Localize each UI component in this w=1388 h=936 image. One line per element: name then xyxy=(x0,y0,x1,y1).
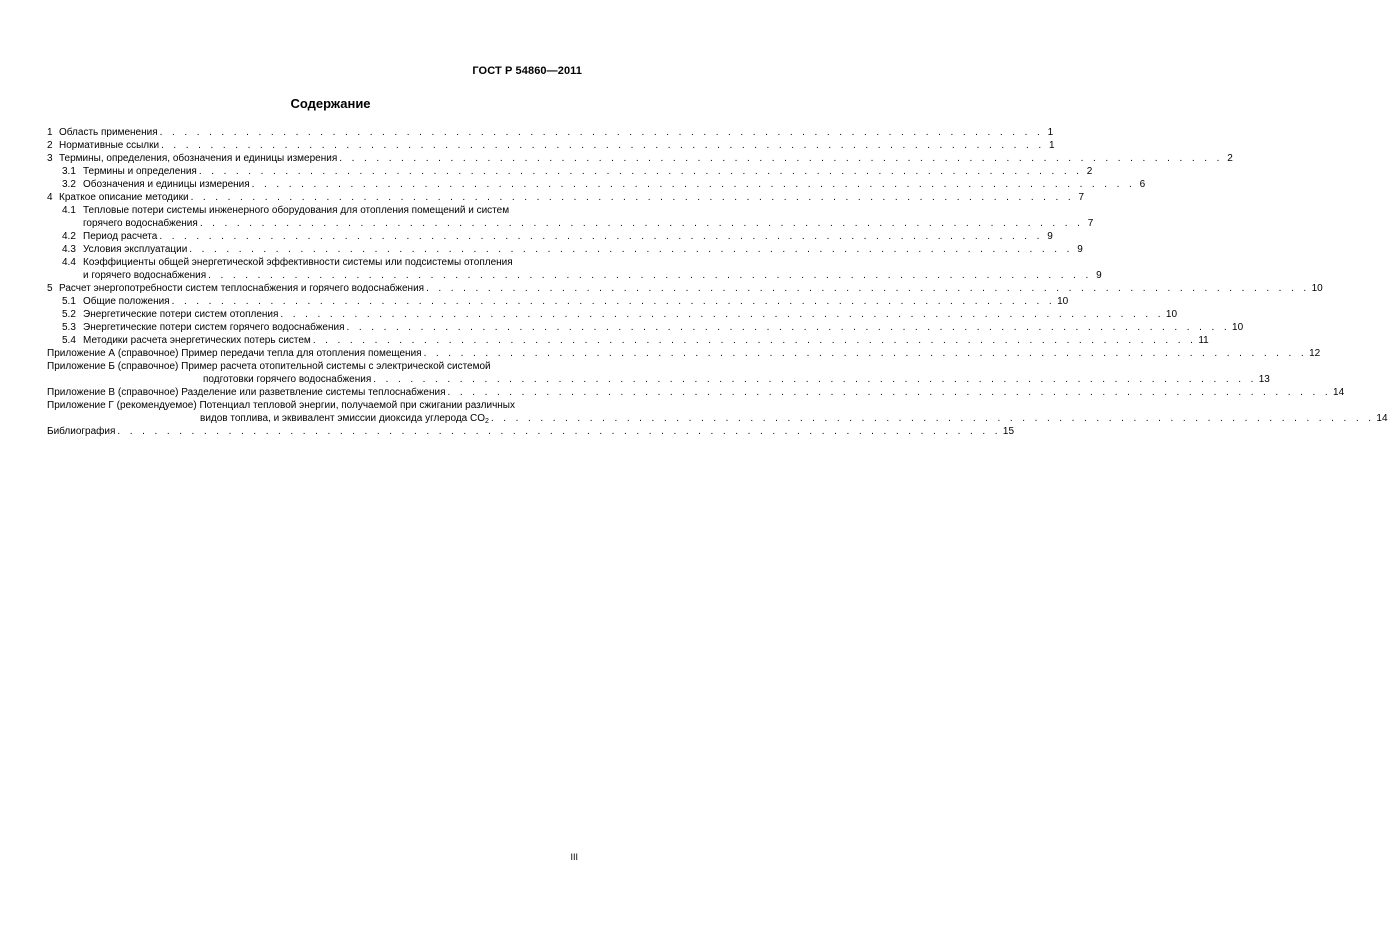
toc-entry-title: Обозначения и единицы измерения xyxy=(83,179,250,190)
toc-entry-page: 7 xyxy=(1078,192,1085,203)
leader-dots: . . . . . . . . . . . . . . . . . . . . . . . . . . . . . . . . . . . . . . . . . . . . . . . . . . . . . . . . . . . . . . . . . . . . . . . . xyxy=(251,179,1136,190)
leader-dots: . . . . . . . . . . . . . . . . . . . . . . . . . . . . . . . . . . . . . . . . . . . . . . . . . . . . . . . . . . . . . . . . . . . . . . . . xyxy=(161,140,1045,151)
toc-entry-page: 10 xyxy=(1311,283,1323,294)
toc-entry-page: 10 xyxy=(1232,322,1244,333)
toc-entry-title: Краткое описание методики xyxy=(59,192,189,203)
toc-entry-4[interactable] xyxy=(47,191,1085,204)
leader-dots: . . . . . . . . . . . . . . . . . . . . . . . . . . . . . . . . . . . . . . . . . . . . . . . . . . . . . . . . . . . . . . . . . . . . . . . . xyxy=(117,426,1001,437)
leader-dots: . . . . . . . . . . . . . . . . . . . . . . . . . . . . . . . . . . . . . . . . . . . . . . . . . . . . . . . . . . . . . . . . . . . . . . . . xyxy=(280,309,1164,320)
toc-entry-title: Приложение Б (справочное) Пример расчета отопительной системы с электрической системой xyxy=(47,361,491,372)
toc-entry-page: 2 xyxy=(1227,153,1233,164)
toc-entry-number: 5.4 xyxy=(62,335,76,346)
toc-entry-title: Методики расчета энергетических потерь систем xyxy=(83,335,311,346)
toc-entry-number: 1 xyxy=(47,127,53,138)
toc-entry-page: 1 xyxy=(1049,140,1055,151)
toc-entry-page: 9 xyxy=(1047,231,1053,242)
subscript-2: 2 xyxy=(485,418,489,425)
toc-entry-page: 11 xyxy=(1198,335,1209,346)
toc-entry-title: Термины и определения xyxy=(83,166,197,177)
leader-dots: . . . . . . . . . . . . . . . . . . . . . . . . . . . . . . . . . . . . . . . . . . . . . . . . . . . . . . . . . . . . . . . . . . . . . . . . xyxy=(339,153,1223,164)
toc-entry-title: Библиография xyxy=(47,426,116,437)
toc-entry-title: Область применения xyxy=(59,127,158,138)
toc-entry-title-continued: горячего водоснабжения xyxy=(83,218,198,229)
toc-entry-title-continued xyxy=(200,412,489,425)
toc-entry-page: 7 xyxy=(1087,218,1094,229)
leader-dots: . . . . . . . . . . . . . . . . . . . . . . . . . . . . . . . . . . . . . . . . . . . . . . . . . . . . . . . . . . . . . . . . . . . . . . . . xyxy=(426,283,1310,294)
toc-entry-title: Нормативные ссылки xyxy=(59,140,160,151)
toc-entry-5[interactable] xyxy=(47,282,1323,295)
toc-entry-4-2[interactable] xyxy=(47,230,1053,243)
toc-entry-title: Приложение Г (рекомендуемое) Потенциал тепловой энергии, получаемой при сжигании различных xyxy=(47,400,515,411)
leader-dots: . . . . . . . . . . . . . . . . . . . . . . . . . . . . . . . . . . . . . . . . . . . . . . . . . . . . . . . . . . . . . . . . . . . . . . . . xyxy=(312,335,1197,346)
toc-entry-title: Период расчета xyxy=(83,231,158,242)
toc-entry-number: 5.2 xyxy=(62,309,76,320)
toc-entry-4-1[interactable] xyxy=(47,204,1094,230)
toc-entry-number: 3 xyxy=(47,153,53,164)
toc-entry-title: Коэффициенты общей энергетической эффективности системы или подсистемы отопления xyxy=(83,257,513,268)
toc-entry-bibliography[interactable] xyxy=(47,425,1015,438)
leader-dots: . . . . . . . . . . . . . . . . . . . . . . . . . . . . . . . . . . . . . . . . . . . . . . . . . . . . . . . . . . . . . . . . . . . . . . . . xyxy=(190,192,1075,203)
toc-entry-4-4[interactable] xyxy=(47,256,1102,282)
toc-entry-number: 2 xyxy=(47,140,53,151)
toc-entry-page: 14 xyxy=(1376,413,1388,424)
toc-entry-page: 13 xyxy=(1258,374,1270,385)
toc-entry-appendix-a[interactable] xyxy=(47,347,1321,360)
toc-entry-appendix-g[interactable] xyxy=(47,399,1388,425)
toc-entry-number: 4.1 xyxy=(62,205,76,216)
toc-entry-3-1[interactable] xyxy=(47,165,1093,178)
toc-entry-5-1[interactable] xyxy=(47,295,1069,308)
leader-dots: . . . . . . . . . . . . . . . . . . . . . . . . . . . . . . . . . . . . . . . . . . . . . . . . . . . . . . . . . . . . . . . . . . . . . . . . xyxy=(346,322,1231,333)
leader-dots: . . . . . . . . . . . . . . . . . . . . . . . . . . . . . . . . . . . . . . . . . . . . . . . . . . . . . . . . . . . . . . . . . . . . . . . . xyxy=(208,270,1092,281)
toc-entry-page: 2 xyxy=(1086,166,1093,177)
leader-dots: . . . . . . . . . . . . . . . . . . . . . . . . . . . . . . . . . . . . . . . . . . . . . . . . . . . . . . . . . . . . . . . . . . . . . . . . xyxy=(189,244,1073,255)
toc-entry-5-2[interactable] xyxy=(47,308,1178,321)
document-code: ГОСТ Р 54860—2011 xyxy=(472,65,582,77)
toc-entry-page: 12 xyxy=(1309,348,1321,359)
toc-entry-title: Условия эксплуатации xyxy=(83,244,188,255)
toc-entry-page: 15 xyxy=(1002,426,1015,437)
toc-entry-title: Тепловые потери системы инженерного оборудования для отопления помещений и систем xyxy=(83,205,510,216)
toc-entry-page: 9 xyxy=(1096,270,1102,281)
toc-entry-appendix-b[interactable] xyxy=(47,360,1270,386)
toc-entry-number: 5.1 xyxy=(62,296,76,307)
leader-dots: . . . . . . . . . . . . . . . . . . . . . . . . . . . . . . . . . . . . . . . . . . . . . . . . . . . . . . . . . . . . . . . . . . . . . . . . xyxy=(159,231,1043,242)
leader-dots: . . . . . . . . . . . . . . . . . . . . . . . . . . . . . . . . . . . . . . . . . . . . . . . . . . . . . . . . . . . . . . . . . . . . . . . . xyxy=(490,413,1375,424)
leader-dots: . . . . . . . . . . . . . . . . . . . . . . . . . . . . . . . . . . . . . . . . . . . . . . . . . . . . . . . . . . . . . . . . . . . . . . . . xyxy=(171,296,1056,307)
toc-entry-page: 10 xyxy=(1165,309,1178,320)
toc-entry-3[interactable] xyxy=(47,152,1233,165)
toc-entry-number: 4 xyxy=(47,192,53,203)
leader-dots: . . . . . . . . . . . . . . . . . . . . . . . . . . . . . . . . . . . . . . . . . . . . . . . . . . . . . . . . . . . . . . . . . . . . . . . . xyxy=(447,387,1332,398)
toc-entry-title: Энергетические потери систем горячего водоснабжения xyxy=(83,322,345,333)
page-folio: III xyxy=(570,852,578,862)
toc-entry-3-2[interactable] xyxy=(47,178,1146,191)
toc-entry-number: 4.4 xyxy=(62,257,76,268)
toc-entry-title: Приложение В (справочное) Разделение или разветвление системы теплоснабжения xyxy=(47,387,446,398)
toc-entry-page: 14 xyxy=(1333,387,1345,398)
toc-title: Содержание xyxy=(290,96,371,111)
toc-entry-title: Термины, определения, обозначения и единицы измерения xyxy=(59,153,338,164)
toc-entry-page: 9 xyxy=(1077,244,1083,255)
toc-entry-page: 10 xyxy=(1057,296,1069,307)
table-of-contents xyxy=(47,126,1388,438)
leader-dots: . . . . . . . . . . . . . . . . . . . . . . . . . . . . . . . . . . . . . . . . . . . . . . . . . . . . . . . . . . . . . . . . . . . . . . . . xyxy=(373,374,1257,385)
toc-entry-4-3[interactable] xyxy=(47,243,1083,256)
toc-entry-5-3[interactable] xyxy=(47,321,1244,334)
toc-entry-title-continued: подготовки горячего водоснабжения xyxy=(203,374,372,385)
toc-entry-number: 5 xyxy=(47,283,53,294)
toc-entry-page: 1 xyxy=(1047,127,1054,138)
toc-entry-1[interactable] xyxy=(47,126,1054,139)
leader-dots: . . . . . . . . . . . . . . . . . . . . . . . . . . . . . . . . . . . . . . . . . . . . . . . . . . . . . . . . . . . . . . . . . . . . . . . . xyxy=(159,127,1044,138)
toc-entry-number: 4.2 xyxy=(62,231,76,242)
toc-entry-5-4[interactable] xyxy=(47,334,1209,347)
toc-entry-number: 4.3 xyxy=(62,244,76,255)
toc-entry-page: 6 xyxy=(1139,179,1146,190)
toc-entry-title: Приложение А (справочное) Пример передачи тепла для отопления помещения xyxy=(47,348,422,359)
leader-dots: . . . . . . . . . . . . . . . . . . . . . . . . . . . . . . . . . . . . . . . . . . . . . . . . . . . . . . . . . . . . . . . . . . . . . . . . xyxy=(198,166,1083,177)
toc-entry-2[interactable] xyxy=(47,139,1055,152)
toc-entry-title: Общие положения xyxy=(83,296,170,307)
toc-entry-title-continued: и горячего водоснабжения xyxy=(83,270,207,281)
toc-entry-number: 5.3 xyxy=(62,322,76,333)
toc-entry-title: Энергетические потери систем отопления xyxy=(83,309,279,320)
leader-dots: . . . . . . . . . . . . . . . . . . . . . . . . . . . . . . . . . . . . . . . . . . . . . . . . . . . . . . . . . . . . . . . . . . . . . . . . xyxy=(423,348,1308,359)
toc-entry-title: Расчет энергопотребности систем теплоснабжения и горячего водоснабжения xyxy=(59,283,425,294)
toc-entry-title-text: видов топлива, и эквивалент эмиссии диоксида углерода CO xyxy=(200,413,485,424)
toc-entry-number: 3.2 xyxy=(62,179,76,190)
leader-dots: . . . . . . . . . . . . . . . . . . . . . . . . . . . . . . . . . . . . . . . . . . . . . . . . . . . . . . . . . . . . . . . . . . . . . . . . xyxy=(199,218,1084,229)
toc-entry-appendix-v[interactable] xyxy=(47,386,1345,399)
toc-entry-number: 3.1 xyxy=(62,166,76,177)
